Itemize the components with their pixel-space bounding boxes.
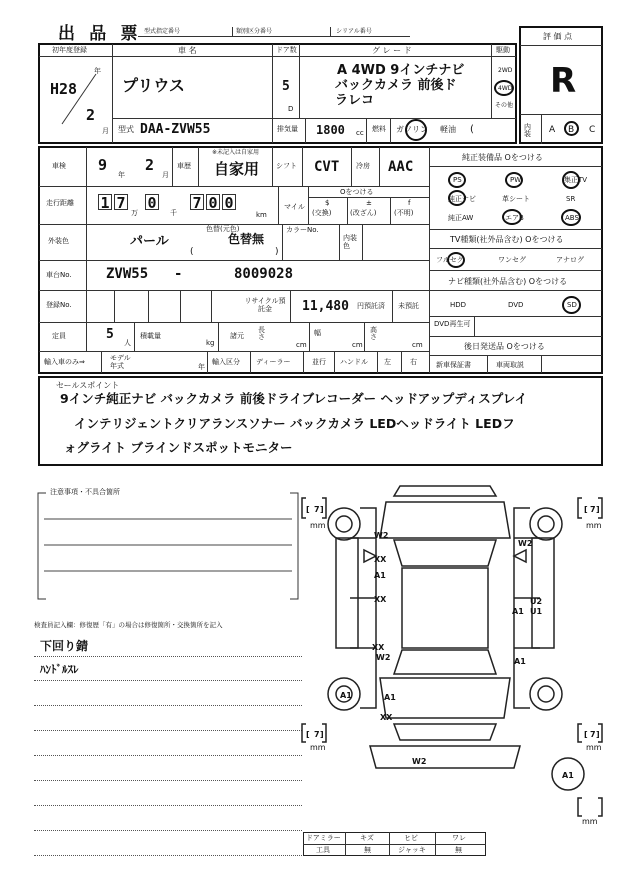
dealer-option: ディーラー: [256, 358, 291, 366]
interior-label: 内装: [524, 123, 531, 138]
mile-label: マイル: [284, 203, 305, 211]
fuel-paren: (: [470, 124, 474, 135]
mile-opt2-sym: ±: [366, 199, 372, 207]
grade-line3: ラレコ: [335, 93, 375, 108]
import-label: 輸入車のみ⇒: [44, 358, 85, 366]
tire-rr-value: 7: [590, 730, 596, 739]
handle-label: ハンドル: [340, 358, 368, 366]
first-reg-label: 初年度登録: [52, 46, 87, 54]
mileage-digit-6: 0: [222, 194, 236, 210]
displacement-label: 排気量: [277, 125, 298, 133]
equip-tv: 集正TV: [564, 176, 588, 184]
car-damage-diagram: [300, 478, 620, 828]
load-label: 積載量: [140, 332, 161, 340]
mileage-man: 万: [131, 209, 138, 217]
mileage-digit-2: 7: [114, 194, 128, 210]
equip-aw: 純正AW: [448, 214, 474, 222]
tire-fr-unit: mm: [586, 521, 602, 530]
note-line2: ﾊﾝﾄﾞﾙｽﾚ: [40, 663, 79, 676]
recycle-none: 未預託: [398, 302, 419, 310]
navi-title: ナビ種類(社外品含む) Oをつける: [448, 277, 568, 286]
mark-15: W2: [412, 757, 427, 766]
car-name-label: 車 名: [178, 46, 197, 55]
navi-sd-circle: [562, 296, 581, 314]
mileage-digit-1: 1: [98, 194, 112, 210]
mark-2: XX: [374, 555, 387, 564]
inspector-label: 検査員記入欄：修復歴「有」の場合は修復箇所・交換箇所を記入: [34, 621, 223, 629]
table-r1-c3: ヒビ: [404, 834, 418, 842]
equip-tv-circle: [562, 171, 580, 189]
tire-rl-value: 7: [314, 730, 320, 739]
grade-col-label: グ レ ー ド: [372, 46, 412, 55]
mileage-unit: km: [256, 211, 267, 219]
tire-rl-open: [: [306, 730, 310, 739]
dvd-label: DVD再生可: [434, 320, 471, 328]
mark-16: A1: [562, 771, 574, 780]
doors-label: ドア数: [276, 46, 297, 54]
regno-label: 登録No.: [46, 301, 72, 309]
equip-airbag-circle: [502, 209, 522, 225]
recycle-label: リサイクル預託金: [244, 297, 286, 314]
fuel-gas-circle: [405, 119, 427, 141]
repaint-paren-open: (: [190, 247, 194, 257]
import-type-label: 輸入区分: [212, 358, 240, 366]
len-label: 長さ: [258, 326, 265, 341]
model-value: DAA-ZVW55: [140, 122, 211, 137]
navi-hdd: HDD: [450, 301, 467, 309]
tire-rr-close: ]: [596, 730, 600, 739]
capacity-label: 定員: [52, 332, 66, 340]
displacement-value: 1800: [316, 123, 345, 137]
doors-suffix: D: [288, 105, 294, 113]
drive-label: 駆動: [496, 46, 510, 54]
later-title: 後日発送品 Oをつける: [464, 342, 545, 351]
serial-label: シリアル番号: [336, 28, 372, 35]
table-r2-c3: ジャッキ: [398, 846, 426, 854]
exterior-value: パール: [130, 234, 169, 249]
table-r1-c4: ワレ: [452, 834, 466, 842]
interior-a: A: [549, 125, 556, 135]
mark-9: XX: [372, 643, 385, 652]
repaint-value: 色替無: [228, 232, 265, 246]
capacity-value: 5: [106, 327, 114, 342]
shift-value: CVT: [314, 159, 340, 175]
chassis-label: 車台No.: [46, 271, 72, 279]
history-note: ※未記入は自家用: [212, 149, 260, 156]
category-label: 類別区分番号: [236, 28, 273, 35]
equip-navi-circle: [448, 190, 466, 206]
equip-pw: PW: [510, 176, 522, 184]
fuel-gas: ガソリン: [396, 125, 428, 134]
tire-rr-unit: mm: [586, 743, 602, 752]
equip-abs-circle: [561, 209, 581, 226]
interior-c: C: [589, 125, 596, 135]
model-label: 型式: [118, 125, 134, 134]
inspection-month: 2: [145, 156, 155, 174]
mark-13: A1: [384, 693, 396, 702]
later-warranty: 新車保証書: [436, 361, 471, 369]
interior-b-circle: [564, 121, 579, 136]
mileage-digit-3: 0: [145, 194, 159, 210]
tire-fr-close: ]: [596, 505, 600, 514]
model-year-unit: 年: [198, 363, 205, 371]
equip-airbag: エアB: [505, 214, 524, 222]
interior-b: B: [568, 125, 575, 135]
chassis-model: ZVW55: [106, 266, 149, 282]
tire-rr-open: [: [584, 730, 588, 739]
caution-label: 注意事項・不具合箇所: [50, 488, 120, 496]
mile-opt3: (不明): [394, 209, 414, 217]
fuel-label: 燃料: [372, 125, 386, 133]
mark-10: W2: [376, 653, 391, 662]
doors-value: 5: [282, 79, 290, 94]
chassis-dash: -: [174, 266, 183, 282]
shift-label: シフト: [276, 162, 297, 170]
wid-cm: cm: [352, 341, 363, 349]
recycle-value: 11,480: [302, 299, 349, 314]
len-cm: cm: [296, 341, 307, 349]
load-unit: kg: [206, 339, 215, 347]
table-r2-c1: 工具: [316, 846, 330, 854]
caution-bracket: [34, 485, 302, 603]
drive-2wd: 2WD: [498, 67, 513, 74]
history-value: 自家用: [214, 160, 260, 178]
mile-opt1: (交換): [312, 209, 332, 217]
inspection-month-unit: 月: [162, 171, 169, 179]
tv-oneseg: ワンセグ: [498, 256, 526, 264]
handle-left: 左: [384, 358, 391, 366]
mark-14: XX: [380, 713, 393, 722]
mark-11: A1: [514, 657, 526, 666]
ac-label: 冷房: [356, 162, 370, 170]
drive-other: その他: [495, 102, 514, 109]
ac-value: AAC: [388, 159, 414, 175]
car-name: プリウス: [122, 76, 185, 95]
inspection-year: 9: [98, 156, 108, 174]
table-r1-c2: キズ: [360, 834, 374, 842]
history-label: 車歴: [177, 162, 191, 170]
equipment-title: 純正装備品 Oをつける: [462, 153, 543, 162]
mark-4: W2: [518, 539, 533, 548]
interior-color-label: 内装色: [343, 234, 357, 251]
tire-rl-unit: mm: [310, 743, 326, 752]
hgt-label: 高さ: [370, 326, 377, 341]
equip-sr: SR: [566, 195, 576, 203]
month-unit: 月: [102, 127, 109, 135]
mileage-sen: 千: [170, 209, 177, 217]
mark-8: U1: [530, 607, 543, 616]
tire-fl-value: 7: [314, 505, 320, 514]
sales-line1: 9インチ純正ナビ バックカメラ 前後ドライブレコーダー ヘッドアップディスプレイ: [60, 391, 528, 406]
model-year-label: モデル年式: [110, 354, 131, 370]
recycle-unit: 円預託済: [357, 302, 385, 310]
displacement-unit: cc: [356, 129, 364, 137]
mile-opt3-sym: f: [408, 199, 411, 207]
fuel-light: 軽油: [440, 125, 456, 134]
navi-dvd: DVD: [508, 301, 524, 309]
grade-value: R: [550, 61, 577, 101]
tire-fr-value: 7: [590, 505, 596, 514]
sheet-title: 出 品 票: [58, 24, 140, 44]
first-reg-month: 2: [86, 106, 96, 124]
sales-line2: インテリジェントクリアランスソナー バックカメラ LEDヘッドライト LEDフ: [74, 416, 515, 431]
equip-ps: PS: [453, 176, 462, 184]
tv-fullseg: フルセグ: [436, 256, 464, 264]
chassis-number: 8009028: [234, 266, 294, 282]
table-r2-c4: 無: [455, 846, 462, 854]
repaint-paren-close: ): [275, 247, 279, 257]
mileage-digit-5: 0: [206, 194, 220, 210]
tire-fl-open: [: [306, 505, 310, 514]
grade-label: 評 価 点: [543, 32, 573, 41]
mile-opt2: (改ざん): [350, 209, 377, 217]
tire-fl-unit: mm: [310, 521, 326, 530]
first-reg-era: H28: [50, 80, 78, 98]
equip-pw-circle: [505, 172, 523, 188]
tire-spare-unit: mm: [582, 817, 598, 826]
tire-fr-open: [: [584, 505, 588, 514]
note-line1: 下回り錆: [40, 639, 89, 653]
tv-fullseg-circle: [447, 252, 465, 268]
mileage-label: 走行距離: [46, 199, 74, 207]
drive-4wd-circle: [494, 80, 514, 96]
hgt-cm: cm: [412, 341, 423, 349]
table-r1-c1: ドアミラー: [306, 834, 341, 842]
year-unit: 年: [94, 67, 101, 75]
mark-1: W2: [374, 531, 389, 540]
mile-opt1-sym: $: [325, 199, 330, 207]
drive-4wd: 4WD: [498, 85, 513, 92]
mark-12: A1: [340, 691, 352, 700]
mark-6: U2: [530, 597, 543, 606]
grade-line1: A 4WD 9インチナビ: [337, 63, 465, 78]
dims-label: 諸元: [230, 332, 244, 340]
later-manual: 車両取説: [496, 361, 524, 369]
exterior-label: 外装色: [48, 237, 69, 245]
capacity-unit: 人: [124, 339, 131, 347]
inspection-year-unit: 年: [118, 171, 125, 179]
sales-label: セールスポイント: [56, 381, 120, 390]
equip-abs: ABS: [565, 214, 579, 222]
parallel-option: 並行: [312, 358, 326, 366]
mileage-digit-4: 7: [190, 194, 204, 210]
type-cert-label: 型式指定番号: [144, 28, 181, 35]
mark-5: XX: [374, 595, 387, 604]
inspection-label: 車検: [52, 162, 66, 170]
mark-7: A1: [512, 607, 524, 616]
tv-analog: アナログ: [556, 256, 584, 264]
grade-line2: バックカメラ 前後ド: [335, 78, 457, 93]
repaint-label: 色替(元色): [206, 225, 240, 233]
equip-leather: 革シート: [502, 195, 530, 203]
equip-ps-circle: [448, 172, 466, 188]
sales-line3: ォグライト ブラインドスポットモニター: [64, 440, 293, 455]
handle-right: 右: [410, 358, 417, 366]
wid-label: 幅: [314, 329, 321, 337]
tire-fl-close: ]: [320, 505, 324, 514]
mile-select-label: Oをつける: [340, 188, 374, 196]
table-r2-c2: 無: [364, 846, 371, 854]
mark-3: A1: [374, 571, 386, 580]
tv-title: TV種類(社外品含む) Oをつける: [450, 235, 564, 244]
navi-sd: SD: [567, 301, 577, 309]
tire-rl-close: ]: [320, 730, 324, 739]
equip-navi: 純正ナビ: [448, 195, 476, 203]
color-no-label: カラーNo.: [286, 226, 319, 234]
